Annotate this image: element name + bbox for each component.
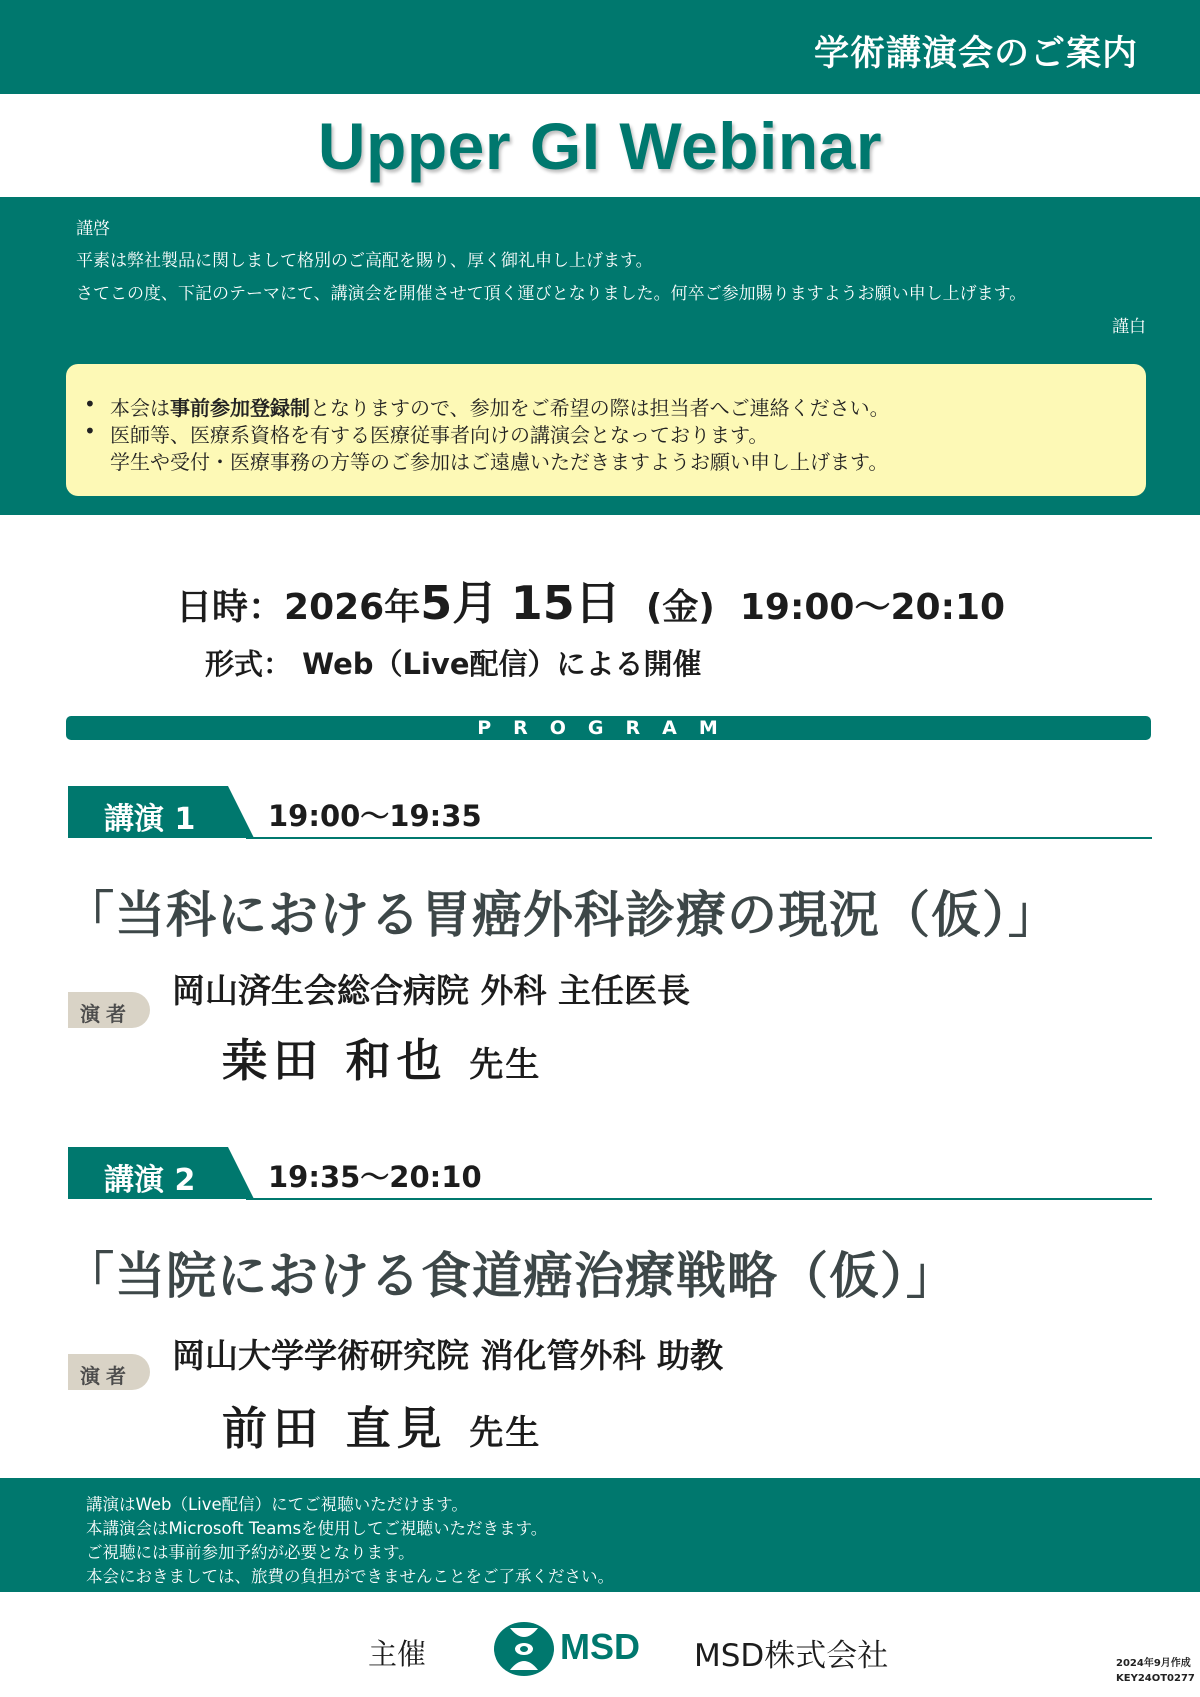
lecture-2-rule bbox=[246, 1198, 1152, 1200]
lecture-2-time: 19:35～20:10 bbox=[268, 1160, 482, 1194]
lecture-1-rule bbox=[246, 837, 1152, 839]
footer-note-1: 講演はWeb（Live配信）にてご視聴いただけます。 bbox=[86, 1495, 468, 1514]
lecture-1-speaker-badge-text: 演者 bbox=[80, 1002, 132, 1026]
lecture-1-honorific: 先生 bbox=[469, 1045, 542, 1085]
lecture-1-label: 講演 1 bbox=[104, 802, 196, 837]
notice-item-1: 本会は事前参加登録制となりますので、参加をご希望の際は担当者へご連絡ください。 bbox=[110, 396, 890, 420]
document-date: 2024年9月作成 bbox=[1116, 1658, 1191, 1669]
msd-logo-icon bbox=[492, 1620, 556, 1682]
notice-item-2-line-1: 医師等、医療系資格を有する医療従事者向けの講演会となっております。 bbox=[110, 423, 769, 447]
document-code: KEY24OT0277 bbox=[1116, 1673, 1195, 1684]
lecture-1-speaker: 桒田 和也 先生 bbox=[222, 1034, 542, 1087]
company-name: MSD株式会社 bbox=[694, 1638, 889, 1674]
program-heading: PROGRAM bbox=[477, 717, 740, 739]
event-format: 形式： Web（Live配信）による開催 bbox=[205, 647, 702, 681]
notice-bullet-2: • bbox=[84, 419, 96, 443]
footer-note-2: 本講演会はMicrosoft Teamsを使用してご視聴いただきます。 bbox=[86, 1519, 548, 1538]
notice-item-2-line-2: 学生や受付・医療事務の方等のご参加はご遠慮いただきますようお願い申し上げます。 bbox=[110, 450, 889, 474]
lecture-2-label: 講演 2 bbox=[104, 1163, 196, 1198]
lecture-1-time: 19:00～19:35 bbox=[268, 799, 482, 833]
lecture-2-affiliation: 岡山大学学術研究院 消化管外科 助教 bbox=[172, 1336, 723, 1375]
header-label: 学術講演会のご案内 bbox=[813, 34, 1138, 74]
lecture-1-affiliation: 岡山済生会総合病院 外科 主任医長 bbox=[172, 971, 690, 1010]
notice-item-1-emphasis: 事前参加登録制 bbox=[170, 396, 310, 420]
greeting-opening: 謹啓 bbox=[76, 219, 110, 239]
lecture-2-speaker-badge-text: 演者 bbox=[80, 1364, 132, 1388]
page-title: Upper GI Webinar bbox=[317, 109, 883, 183]
footer-note-4: 本会におきましては、旅費の負担ができませんことをご了承ください。 bbox=[86, 1567, 614, 1586]
lecture-2-title: 「当院における食道癌治療戦略（仮）」 bbox=[64, 1247, 957, 1305]
greeting-line-2: さてこの度、下記のテーマにて、講演会を開催させて頂く運びとなりました。何卒ご参加賜りますようお願い申し上げます。 bbox=[76, 284, 1027, 304]
greeting-line-1: 平素は弊社製品に関しまして格別のご高配を賜り、厚く御礼申し上げます。 bbox=[76, 251, 653, 271]
greeting-closing: 謹白 bbox=[1112, 317, 1146, 337]
event-date: 日時：2026年5月 15日 (金) 19:00～20:10 bbox=[176, 576, 1006, 630]
sponsor-label: 主催 bbox=[368, 1637, 427, 1671]
lecture-2-speaker: 前田 直見 先生 bbox=[222, 1402, 542, 1455]
footer-note-3: ご視聴には事前参加予約が必要となります。 bbox=[86, 1543, 415, 1562]
msd-logo-text: MSD bbox=[560, 1626, 640, 1667]
notice-bullet-1: • bbox=[84, 392, 96, 416]
lecture-1-title: 「当科における胃癌外科診療の現況（仮）」 bbox=[64, 886, 1059, 944]
lecture-2-honorific: 先生 bbox=[469, 1413, 542, 1453]
